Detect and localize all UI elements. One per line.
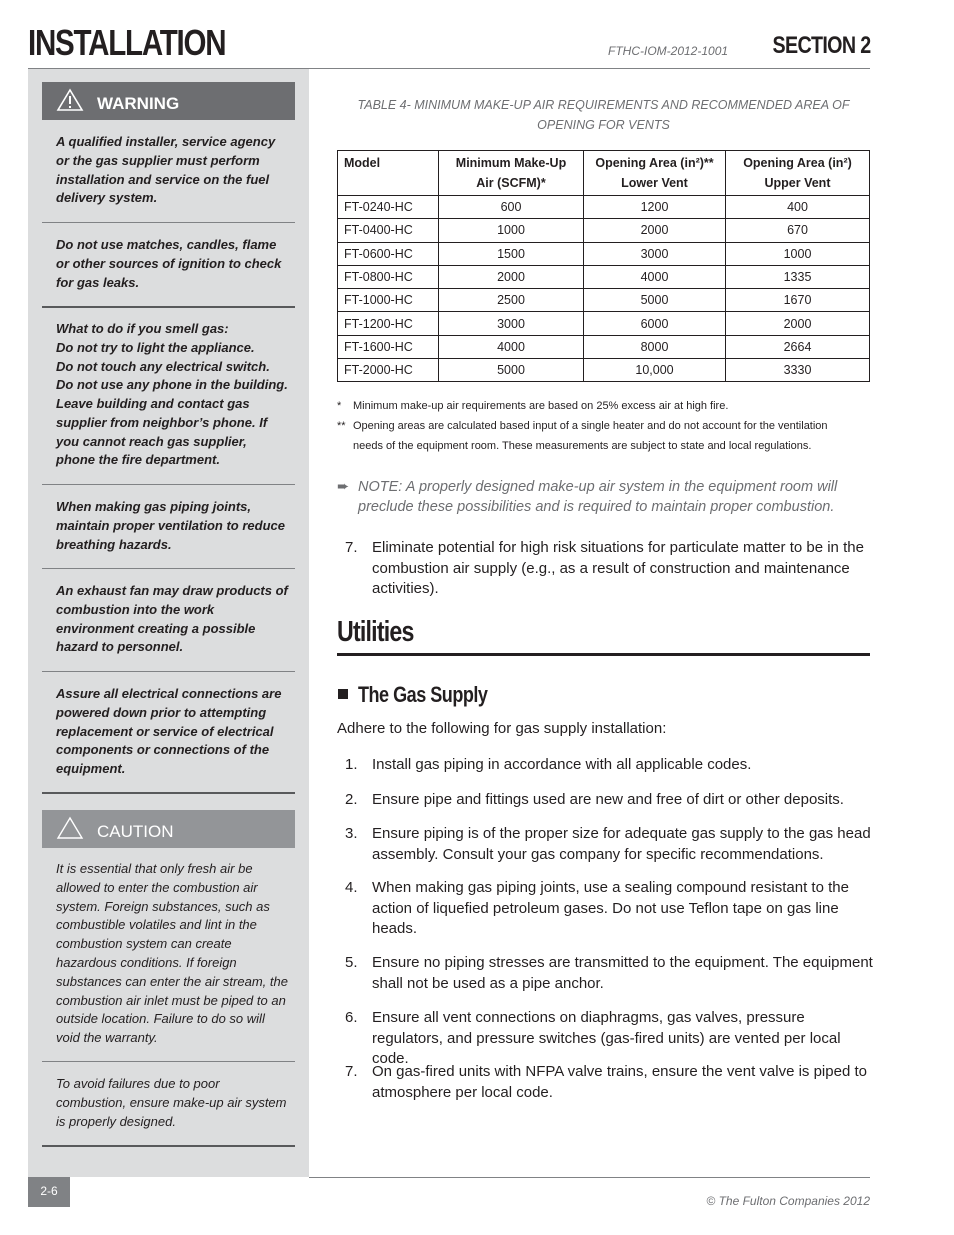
table-row — [338, 265, 870, 288]
air-requirements-table — [337, 150, 870, 382]
column-header-model — [338, 151, 439, 196]
subheading-gas-supply: The Gas Supply — [358, 682, 488, 707]
sidebar-divider — [42, 222, 295, 223]
document-number: FTHC-IOM-2012-1001 — [608, 44, 729, 58]
cell-min-air: 1000 — [439, 219, 584, 242]
list-number: 2. — [345, 791, 358, 808]
copyright: © The Fulton Companies 2012 — [706, 1194, 870, 1208]
sidebar-divider — [42, 484, 295, 485]
list-text: Eliminate potential for high risk situations for particulate matter to be in the combustion air supply (e.g., as a result of construction and maintenance activities). — [372, 539, 864, 598]
header-upper-line1: Opening Area (in²) — [743, 156, 852, 170]
footnote-text: needs of the equipment room. These measurements are subject to state and local regulations. — [353, 440, 812, 452]
cell-upper-vent: 670 — [726, 219, 870, 242]
list-number: 4. — [345, 879, 358, 896]
list-number: 3. — [345, 825, 358, 842]
warning-label: WARNING — [97, 94, 180, 113]
warning-note-light: Do not try to light the appliance. — [56, 340, 255, 355]
section-heading-utilities: Utilities — [337, 616, 414, 648]
list-number: 1. — [345, 756, 358, 773]
sidebar-divider — [42, 568, 295, 569]
cell-lower-vent: 5000 — [584, 289, 726, 312]
section-label: SECTION 2 — [772, 32, 870, 59]
cell-lower-vent: 8000 — [584, 335, 726, 358]
cell-min-air: 2000 — [439, 265, 584, 288]
cell-min-air: 1500 — [439, 242, 584, 265]
cell-lower-vent: 10,000 — [584, 359, 726, 382]
sidebar-divider — [42, 792, 295, 794]
warning-note-smell-gas-title: What to do if you smell gas: — [56, 321, 229, 336]
note-arrow-icon: ➨ — [337, 479, 350, 495]
footnote-text: Minimum make-up air requirements are based on 25% excess air at high fire. — [353, 400, 729, 412]
cell-upper-vent: 1000 — [726, 242, 870, 265]
cell-model: FT-1000-HC — [338, 289, 439, 312]
header-upper-line2: Upper Vent — [764, 176, 831, 190]
cell-model: FT-2000-HC — [338, 359, 439, 382]
warning-note-exhaust: An exhaust fan may draw products of combustion into the work environment creating a possible hazard to personnel. — [56, 583, 288, 655]
header-min-air-line1: Minimum Make-Up — [455, 156, 567, 170]
warning-note-ignition: Do not use matches, candles, flame or other sources of ignition to check for gas leaks. — [56, 237, 282, 290]
list-text: Ensure pipe and fittings used are new and free of dirt or other deposits. — [372, 791, 844, 808]
cell-model: FT-0600-HC — [338, 242, 439, 265]
header-min-air-line2: Air (SCFM)* — [476, 176, 546, 190]
cell-upper-vent: 1670 — [726, 289, 870, 312]
header-lower-line2: Lower Vent — [621, 176, 688, 190]
warning-triangle-icon — [56, 88, 84, 112]
warning-header — [42, 82, 295, 120]
warning-note-leave: Leave building and contact gas supplier from neighbor’s phone. If you cannot reach gas supplier, phone the fire department. — [56, 396, 268, 468]
header-model-text: Model — [344, 156, 381, 170]
caution-note-combustion: To avoid failures due to poor combustion, ensure make-up air system is properly designed. — [56, 1076, 287, 1129]
caution-triangle-icon — [56, 816, 84, 840]
table-row — [338, 289, 870, 312]
header-lower-line1: Opening Area (in²)** — [595, 156, 714, 170]
cell-upper-vent: 1335 — [726, 265, 870, 288]
cell-model: FT-0400-HC — [338, 219, 439, 242]
page-title: INSTALLATION — [28, 22, 226, 63]
cell-lower-vent: 3000 — [584, 242, 726, 265]
list-text: Install gas piping in accordance with all applicable codes. — [372, 756, 752, 773]
caution-header — [42, 810, 295, 848]
list-text: Ensure no piping stresses are transmitted to the equipment. The equipment shall not be used as a pipe anchor. — [372, 954, 873, 992]
list-text: Ensure all vent connections on diaphragms, gas valves, pressure regulators, and pressure switches (gas-fired units) are vented per local code. — [372, 1009, 841, 1068]
table-row — [338, 196, 870, 219]
intro-text: Adhere to the following for gas supply installation: — [337, 720, 667, 737]
cell-model: FT-0800-HC — [338, 265, 439, 288]
list-number: 5. — [345, 954, 358, 971]
cell-lower-vent: 6000 — [584, 312, 726, 335]
sidebar-divider — [42, 306, 295, 308]
sidebar-divider — [42, 671, 295, 672]
cell-lower-vent: 2000 — [584, 219, 726, 242]
cell-min-air: 3000 — [439, 312, 584, 335]
table-row — [338, 242, 870, 265]
footnote-text: Opening areas are calculated based input of a single heater and do not account for the ventilation — [353, 420, 828, 432]
list-text: On gas-fired units with NFPA valve trains, ensure the vent valve is piped to atmosphere per local code. — [372, 1063, 867, 1101]
caution-label: CAUTION — [97, 822, 174, 841]
cell-upper-vent: 2000 — [726, 312, 870, 335]
footnote-mark: ** — [337, 420, 346, 432]
heading-rule — [337, 653, 870, 656]
table-row — [338, 312, 870, 335]
footer-divider — [309, 1177, 870, 1178]
list-text: When making gas piping joints, use a sealing compound resistant to the action of liquefied petroleum gases. Do not use Teflon tape on gas line heads. — [372, 879, 849, 938]
table-header-row — [338, 151, 870, 196]
cell-min-air: 5000 — [439, 359, 584, 382]
cell-upper-vent: 2664 — [726, 335, 870, 358]
table-caption: TABLE 4- MINIMUM MAKE-UP AIR REQUIREMENTS AND RECOMMENDED AREA OF OPENING FOR VENTS — [357, 98, 850, 132]
list-number: 7. — [345, 539, 358, 556]
cell-upper-vent: 400 — [726, 196, 870, 219]
table-row — [338, 219, 870, 242]
cell-min-air: 2500 — [439, 289, 584, 312]
warning-note-installer: A qualified installer, service agency or the gas supplier must perform installation and service on the fuel delivery system. — [56, 134, 276, 206]
cell-min-air: 4000 — [439, 335, 584, 358]
list-number: 6. — [345, 1009, 358, 1026]
table-row — [338, 335, 870, 358]
cell-upper-vent: 3330 — [726, 359, 870, 382]
column-header-min-air — [439, 151, 584, 196]
cell-lower-vent: 1200 — [584, 196, 726, 219]
footnote-mark: * — [337, 400, 342, 412]
list-text: Ensure piping is of the proper size for adequate gas supply to the gas head assembly. Consult your gas company for specific recommendations. — [372, 825, 871, 863]
caution-note-fresh-air: It is essential that only fresh air be allowed to enter the combustion air system. Foreign substances, such as combustible volatiles and lint in the combustion system can create hazardous conditions. If foreign substances can enter the air stream, the combustion air inlet must be piped to an outside location. Failure to do so will void the warranty. — [56, 861, 288, 1046]
cell-model: FT-1200-HC — [338, 312, 439, 335]
warning-note-electrical: Assure all electrical connections are powered down prior to attempting replacement or service of electrical components or connections of the equipment. — [56, 686, 282, 777]
cell-model: FT-1600-HC — [338, 335, 439, 358]
sidebar-divider — [42, 1061, 295, 1062]
square-bullet-icon — [338, 689, 348, 699]
column-header-lower-vent — [584, 151, 726, 196]
column-header-upper-vent — [726, 151, 870, 196]
table-row — [338, 359, 870, 382]
cell-min-air: 600 — [439, 196, 584, 219]
warning-note-piping: When making gas piping joints, maintain proper ventilation to reduce breathing hazards. — [56, 499, 285, 552]
cell-model: FT-0240-HC — [338, 196, 439, 219]
cell-lower-vent: 4000 — [584, 265, 726, 288]
warning-note-switch: Do not touch any electrical switch. — [56, 359, 270, 374]
page-number: 2-6 — [40, 1184, 58, 1198]
warning-note-phone: Do not use any phone in the building. — [56, 377, 288, 392]
list-number: 7. — [345, 1063, 358, 1080]
note-text: NOTE: A properly designed make-up air system in the equipment room will preclude these possibilities and is required to maintain proper combustion. — [358, 479, 838, 515]
sidebar-divider — [42, 1145, 295, 1147]
